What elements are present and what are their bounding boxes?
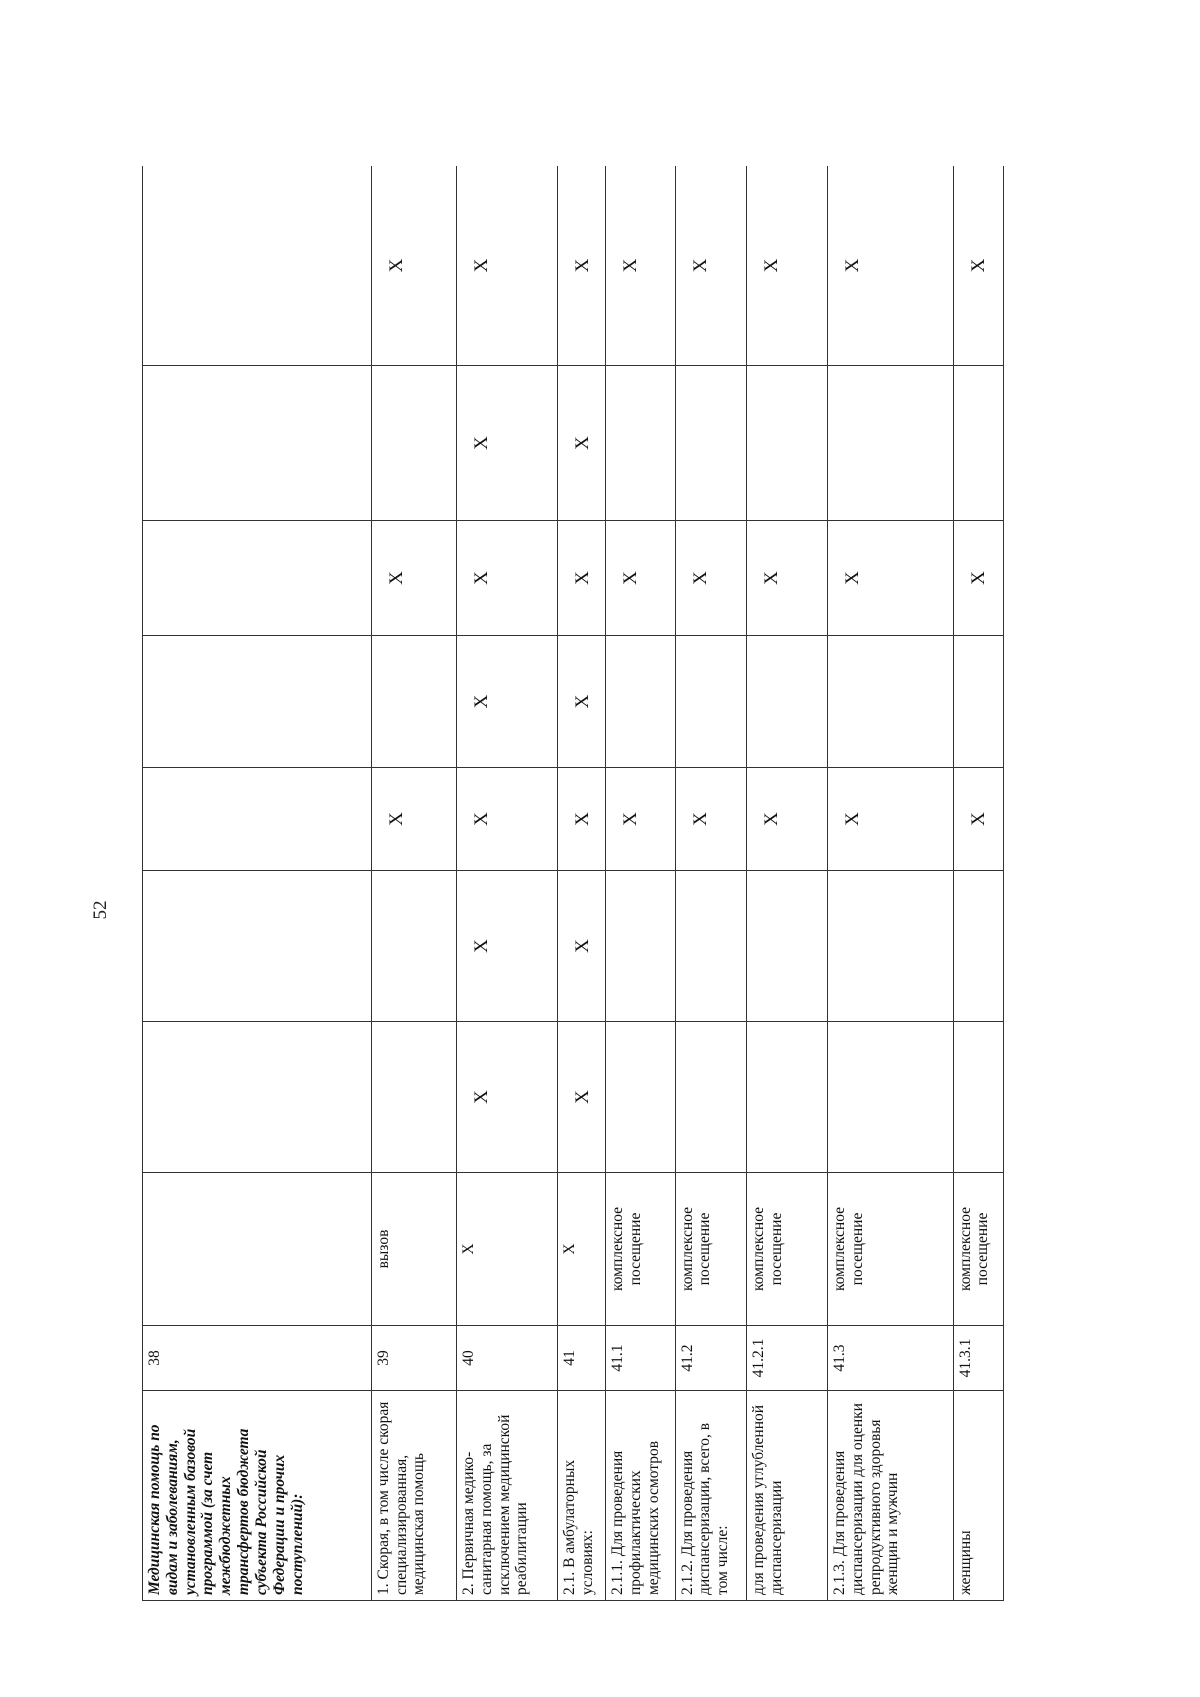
table-row bbox=[606, 166, 676, 1601]
table-row bbox=[371, 166, 456, 1601]
row-unit-cell: комплексное посещение bbox=[747, 1173, 828, 1326]
row-name-cell: 2.1. В амбулаторных условиях: bbox=[557, 1391, 605, 1601]
mark-cell bbox=[143, 521, 372, 636]
mark-cell bbox=[675, 1022, 747, 1173]
row-name-cell: женщины bbox=[953, 1391, 1003, 1601]
mark-cell: X bbox=[606, 768, 676, 871]
mark-cell: X bbox=[675, 166, 747, 366]
mark-cell: X bbox=[557, 768, 605, 871]
table-row bbox=[747, 166, 828, 1601]
mark-cell: X bbox=[953, 768, 1003, 871]
mark-cell bbox=[143, 768, 372, 871]
mark-cell bbox=[371, 1022, 456, 1173]
row-unit-cell: X bbox=[557, 1173, 605, 1326]
mark-cell: X bbox=[747, 166, 828, 366]
row-name-cell: 2. Первичная медико-санитарная помощь, за исключением медицинской реабилитации bbox=[456, 1391, 557, 1601]
row-name-cell: для проведения углубленной диспансеризации bbox=[747, 1391, 828, 1601]
mark-cell bbox=[953, 366, 1003, 521]
mark-cell: X bbox=[827, 521, 953, 636]
mark-cell bbox=[675, 636, 747, 768]
mark-cell bbox=[747, 871, 828, 1022]
mark-cell: X bbox=[557, 166, 605, 366]
mark-cell bbox=[827, 366, 953, 521]
row-code-cell: 38 bbox=[143, 1326, 372, 1391]
mark-cell: X bbox=[953, 521, 1003, 636]
mark-cell bbox=[143, 1022, 372, 1173]
row-name-cell: 2.1.3. Для проведения диспансеризации для оценки репродуктивного здоровья женщин и мужчин bbox=[827, 1391, 953, 1601]
row-code-cell: 41.1 bbox=[606, 1326, 676, 1391]
mark-cell: X bbox=[953, 166, 1003, 366]
row-unit-cell: комплексное посещение bbox=[606, 1173, 676, 1326]
mark-cell bbox=[143, 366, 372, 521]
mark-cell: X bbox=[456, 366, 557, 521]
mark-cell: X bbox=[456, 871, 557, 1022]
row-name-cell: 1. Скорая, в том числе скорая специализированная, медицинская помощь bbox=[371, 1391, 456, 1601]
mark-cell: X bbox=[371, 166, 456, 366]
mark-cell bbox=[143, 871, 372, 1022]
row-code-cell: 41.2 bbox=[675, 1326, 747, 1391]
mark-cell: X bbox=[557, 871, 605, 1022]
mark-cell: X bbox=[456, 768, 557, 871]
mark-cell bbox=[953, 1022, 1003, 1173]
row-code-cell: 41.2.1 bbox=[747, 1326, 828, 1391]
mark-cell bbox=[827, 871, 953, 1022]
row-unit-cell: вызов bbox=[371, 1173, 456, 1326]
mark-cell: X bbox=[456, 521, 557, 636]
mark-cell: X bbox=[456, 166, 557, 366]
mark-cell: X bbox=[456, 636, 557, 768]
mark-cell: X bbox=[827, 768, 953, 871]
table-row bbox=[557, 166, 605, 1601]
mark-cell bbox=[953, 871, 1003, 1022]
mark-cell: X bbox=[827, 166, 953, 366]
mark-cell bbox=[606, 636, 676, 768]
mark-cell: X bbox=[675, 521, 747, 636]
mark-cell bbox=[747, 636, 828, 768]
medical-care-table bbox=[142, 166, 1004, 1601]
table-row bbox=[953, 166, 1003, 1601]
table-row bbox=[827, 166, 953, 1601]
row-name-cell: 2.1.2. Для проведения диспансеризации, всего, в том числе: bbox=[675, 1391, 747, 1601]
mark-cell bbox=[827, 636, 953, 768]
row-code-cell: 41.3.1 bbox=[953, 1326, 1003, 1391]
row-name-cell: 2.1.1. Для проведения профилактических медицинских осмотров bbox=[606, 1391, 676, 1601]
row-unit-cell: комплексное посещение bbox=[675, 1173, 747, 1326]
row-code-cell: 41.3 bbox=[827, 1326, 953, 1391]
mark-cell: X bbox=[371, 768, 456, 871]
mark-cell bbox=[143, 166, 372, 366]
mark-cell: X bbox=[557, 636, 605, 768]
mark-cell: X bbox=[456, 1022, 557, 1173]
mark-cell: X bbox=[606, 521, 676, 636]
mark-cell bbox=[606, 1022, 676, 1173]
mark-cell bbox=[953, 636, 1003, 768]
mark-cell: X bbox=[557, 1022, 605, 1173]
row-code-cell: 39 bbox=[371, 1326, 456, 1391]
row-unit-cell: комплексное посещение bbox=[953, 1173, 1003, 1326]
row-code-cell: 41 bbox=[557, 1326, 605, 1391]
table-row bbox=[675, 166, 747, 1601]
row-code-cell: 40 bbox=[456, 1326, 557, 1391]
mark-cell: X bbox=[557, 366, 605, 521]
rotated-table bbox=[142, 166, 1004, 1601]
mark-cell: X bbox=[747, 521, 828, 636]
mark-cell: X bbox=[371, 521, 456, 636]
mark-cell bbox=[143, 636, 372, 768]
page-number: 52 bbox=[90, 900, 111, 920]
mark-cell bbox=[371, 871, 456, 1022]
row-name-cell: Медицинская помощь по видам и заболеваниям, установленным базовой программой (за счет межбюджетных трансфертов бюджета субъекта Российской Федерации и прочих поступлений): bbox=[143, 1391, 372, 1601]
table-row bbox=[143, 166, 372, 1601]
mark-cell bbox=[371, 636, 456, 768]
mark-cell: X bbox=[747, 768, 828, 871]
mark-cell: X bbox=[606, 166, 676, 366]
mark-cell bbox=[675, 366, 747, 521]
mark-cell bbox=[675, 871, 747, 1022]
row-unit-cell: X bbox=[456, 1173, 557, 1326]
table-row bbox=[456, 166, 557, 1601]
mark-cell bbox=[747, 366, 828, 521]
mark-cell bbox=[606, 366, 676, 521]
mark-cell: X bbox=[675, 768, 747, 871]
mark-cell: X bbox=[557, 521, 605, 636]
row-unit-cell bbox=[143, 1173, 372, 1326]
mark-cell bbox=[747, 1022, 828, 1173]
mark-cell bbox=[827, 1022, 953, 1173]
row-unit-cell: комплексное посещение bbox=[827, 1173, 953, 1326]
rotated-table-container bbox=[142, 166, 1004, 1601]
mark-cell bbox=[371, 366, 456, 521]
mark-cell bbox=[606, 871, 676, 1022]
